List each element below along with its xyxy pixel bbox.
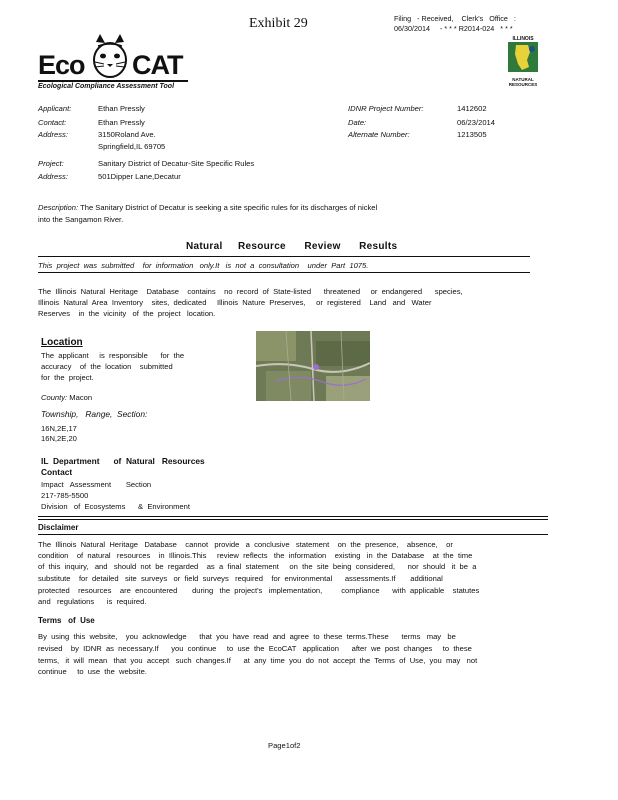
idnr-number-value: 1412602 [457,104,487,113]
description-label: Description: [38,203,79,212]
county-row [41,392,92,403]
aerial-map [256,331,370,401]
disclaimer-line-4: substitute for detailed site surveys or field surveys required for environmental assessments.If additional [38,574,443,583]
description-line-1: The Sanitary District of Decatur is seeking a site specific rules for its discharges of nickel [80,203,378,212]
contact-label: Contact: [38,118,67,127]
dnr-state-text: ILLINOIS [512,36,534,42]
logo-tagline: Ecological Compliance Assessment Tool [38,80,188,90]
disclaimer-title: Disclaimer [38,523,79,532]
terms-line-1: By using this website, you acknowledge that you have read and agree to these terms.These terms may be [38,632,456,641]
applicant-value: Ethan Pressly [98,104,145,113]
trs-value-1: 16N,2E,17 [41,424,77,433]
logo-eco: Eco [38,50,85,80]
disclaimer-line-3: of this inquiry, and should not be regarded as a final statement on the site being considered, nor should it be a [38,562,477,571]
alternate-number-label: Alternate Number: [348,130,410,139]
project-label: Project: [38,159,64,168]
terms-line-3: terms, it will mean that you accept such changes.If at any time you do not accept the Terms of Use, you may not [38,656,478,665]
date-label: Date: [348,118,367,127]
filing-stamp [394,14,516,34]
disclaimer-line-5: protected resources are encountered during the project's implementation, compliance with applicable statutes [38,586,480,595]
disclaimer-line-1: The Illinois Natural Heritage Database cannot provide a conclusive statement on the presence, absence, or [38,540,453,549]
contact-value: Ethan Pressly [98,118,145,127]
description-line-2: into the Sangamon River. [38,215,124,224]
address-line-1: 3150Roland Ave. [98,130,156,139]
trs-label: Township, Range, Section: [41,409,148,419]
disclaimer-rule-3 [38,534,548,535]
idnr-contact-line-3: Division of Ecosystems & Environment [41,502,190,511]
location-line-3: for the project. [41,373,94,382]
idnr-contact-subtitle: Contact [41,467,73,477]
disclaimer-line-6: and regulations is required. [38,597,147,606]
idnr-contact-phone: 217-785-5500 [41,491,89,500]
disclaimer-line-2: condition of natural resources in Illinois.This review reflects the information existing in the Database at the time [38,551,473,560]
review-top-rule [38,256,530,257]
address-line-2: Springfield,IL 69705 [98,142,166,151]
location-title: Location [41,337,83,348]
review-body-line-2: Illinois Natural Area Inventory sites, dedicated Illinois Nature Preserves, or registered Land and Water [38,298,432,307]
exhibit-label: Exhibit 29 [249,16,308,31]
terms-line-4: continue to use the website. [38,667,147,676]
project-value: Sanitary District of Decatur-Site Specific Rules [98,159,255,168]
disclaimer-rule-2 [38,519,548,520]
page-number: Page1of2 [268,741,301,750]
logo-cat: CAT [132,50,183,80]
illinois-dnr-logo [506,36,540,86]
dnr-dept-text: NATURAL RESOURCES [508,77,538,87]
consultation-notice: This project was submitted for information only.It is not a consultation under Part 1075. [38,261,369,270]
idnr-number-label: IDNR Project Number: [348,104,424,113]
terms-line-2: revised by IDNR as necessary.If you continue to use the EcoCAT application after we post changes to these [38,644,472,653]
county-value: Macon [69,393,93,402]
project-address-value: 501Dipper Lane,Decatur [98,172,181,181]
idnr-contact-line-1: Impact Assessment Section [41,480,152,489]
project-address-label: Address: [38,172,68,181]
disclaimer-rule-1 [38,516,548,517]
county-label: County: [41,393,68,402]
ecocat-logo [38,34,188,92]
review-body-line-3: Reserves in the vicinity of the project location. [38,309,216,318]
idnr-contact-title: IL Department of Natural Resources [41,456,205,466]
description [38,202,377,213]
review-results-title: Natural Resource Review Results [186,241,398,252]
review-bottom-rule [38,272,530,273]
review-body-line-1: The Illinois Natural Heritage Database contains no record of State-listed threatened or endangered species, [38,287,463,296]
alternate-number-value: 1213505 [457,130,487,139]
date-value: 06/23/2014 [457,118,496,127]
filing-line-1: Filing - Received, Clerk's Office : [394,14,516,23]
location-line-1: The applicant is responsible for the [41,351,185,360]
location-line-2: accuracy of the location submitted [41,362,173,371]
trs-value-2: 16N,2E,20 [41,434,77,443]
applicant-label: Applicant: [38,104,72,113]
illinois-map-icon [506,42,540,72]
bobcat-icon [90,34,130,80]
terms-title: Terms of Use [38,616,95,625]
address-label: Address: [38,130,68,139]
filing-line-2: 06/30/2014 - * * * R2014-024 * * * [394,24,513,33]
